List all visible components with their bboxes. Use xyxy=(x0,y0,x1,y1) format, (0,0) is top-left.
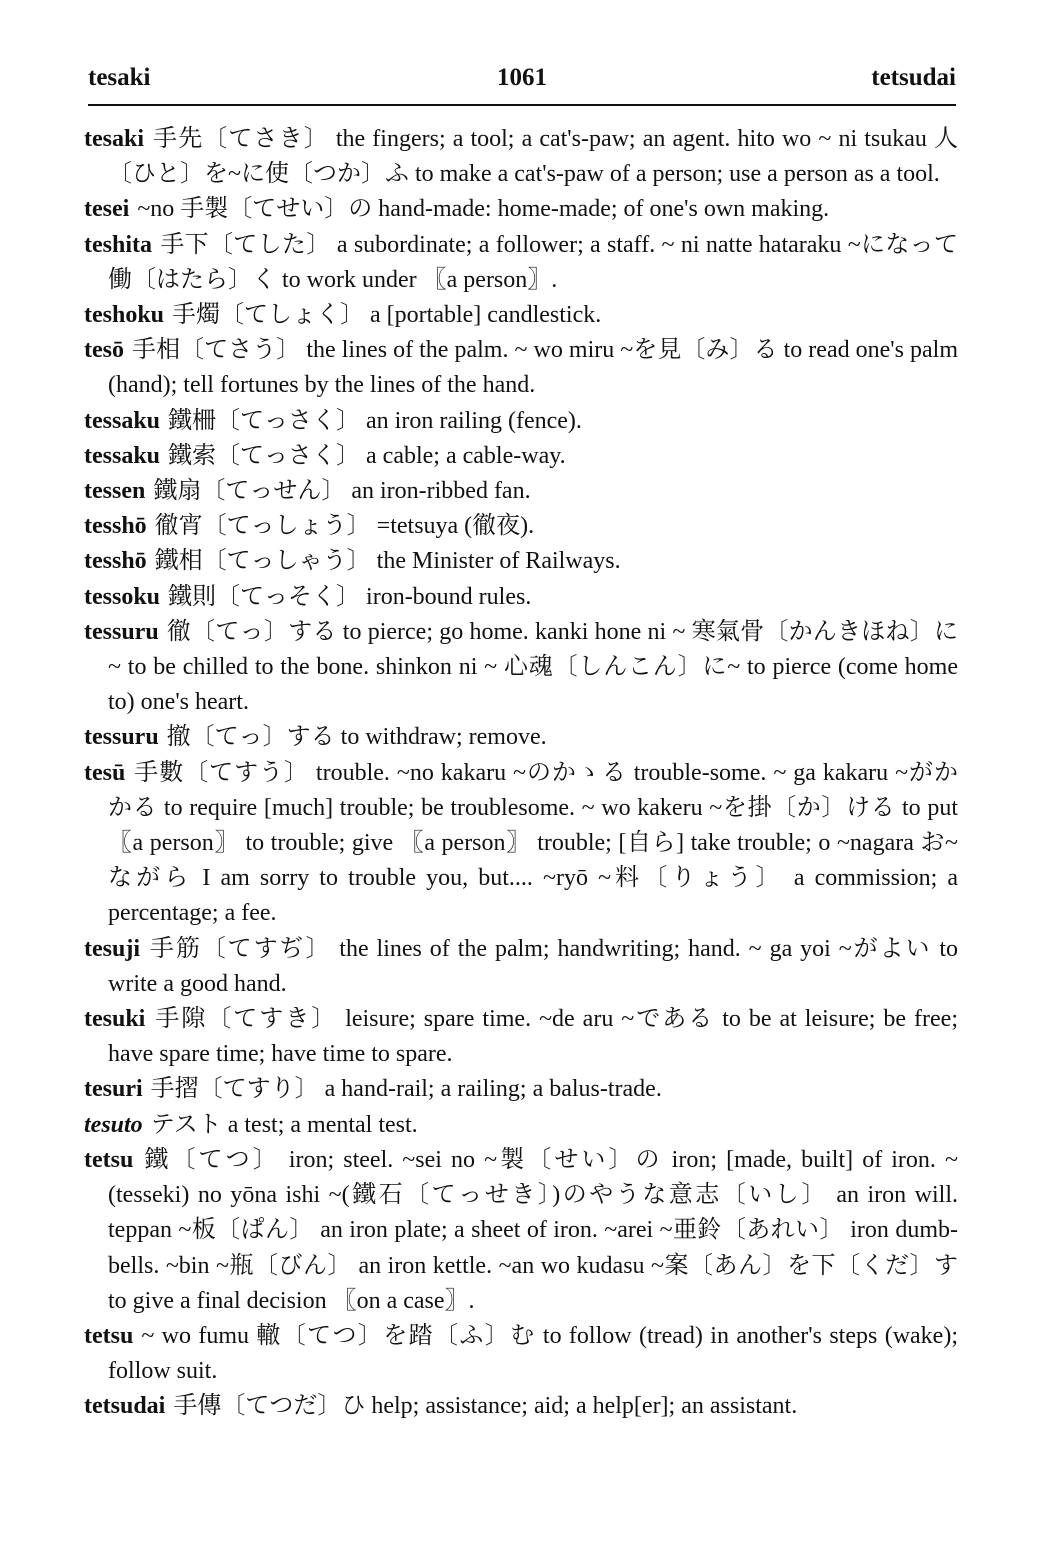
headword: tesuto xyxy=(84,1111,143,1138)
entry-teso xyxy=(84,333,958,403)
definition: 手隙〔てすき〕 leisure; spare time. ~de aru ~である to be at leisure; be free; have spare time; have time to spare. xyxy=(108,1006,958,1068)
entry-teshita xyxy=(84,228,958,298)
headword: tesuji xyxy=(84,935,140,962)
entry-tessuru-withdraw xyxy=(84,720,958,755)
definition: 手下〔てした〕 a subordinate; a follower; a staff. ~ ni natte hataraku ~になって働〔はたら〕く to work under 〖a person〗. xyxy=(108,231,958,293)
definition: 手摺〔てすり〕 a hand-rail; a railing; a balus-trade. xyxy=(150,1076,662,1103)
entry-tesu xyxy=(84,756,958,932)
definition: 鐵柵〔てっさく〕 an iron railing (fence). xyxy=(168,407,582,434)
entry-tetsudai xyxy=(84,1389,958,1424)
definition: 手數〔てすう〕 trouble. ~no kakaru ~のかゝる trouble-some. ~ ga kakaru ~がかかる to require [much] trouble; be troublesome. ~ wo kakeru ~を掛〔か〕ける to put 〖a person〗 to trouble; give 〖a person〗 trouble; [自ら] take trouble; o ~nagara お~ながら I am sorry to trouble you, but.... ~ryō ~料〔りょう〕 a commission; a percentage; a fee. xyxy=(108,759,958,927)
definition: テスト a test; a mental test. xyxy=(150,1111,418,1138)
headword: tessen xyxy=(84,478,146,505)
header-left-word: tesaki xyxy=(88,64,151,91)
entry-tessoku xyxy=(84,580,958,615)
headword: tessuru xyxy=(84,724,159,751)
definition: 鐵則〔てっそく〕 iron-bound rules. xyxy=(168,583,532,610)
page-header xyxy=(88,64,956,100)
headword: tessuru xyxy=(84,618,159,645)
entry-tesuri xyxy=(84,1072,958,1107)
headword: tesuri xyxy=(84,1076,143,1103)
entry-tesaki xyxy=(84,122,958,192)
headword: tesuki xyxy=(84,1006,146,1033)
header-rule xyxy=(88,104,956,106)
definition: ~ wo fumu 轍〔てつ〕を踏〔ふ〕む to follow (tread) in another's steps (wake); follow suit. xyxy=(108,1322,958,1385)
definition: 手筋〔てすぢ〕 the lines of the palm; handwriting; hand. ~ ga yoi ~がよい to write a good hand. xyxy=(108,935,958,997)
entry-tessuru-pierce xyxy=(84,615,958,721)
entry-tesei xyxy=(84,192,958,227)
definition: 撤〔てっ〕する to withdraw; remove. xyxy=(166,724,547,751)
header-right-word: tetsudai xyxy=(871,64,956,91)
page-number: 1061 xyxy=(497,64,547,91)
entry-tessen xyxy=(84,474,958,509)
definition: 手燭〔てしょく〕 a [portable] candlestick. xyxy=(172,302,602,329)
headword: tessoku xyxy=(84,583,161,610)
definition: 手傳〔てつだ〕ひ help; assistance; aid; a help[er]; an assistant. xyxy=(173,1393,798,1420)
headword: teshoku xyxy=(84,302,165,329)
definition: 徹宵〔てっしょう〕 =tetsuya (徹夜). xyxy=(154,513,535,540)
headword: tetsudai xyxy=(84,1393,166,1420)
entry-tesuji xyxy=(84,932,958,1002)
entry-tessaku-railing xyxy=(84,404,958,439)
definition: 鐵相〔てっしゃう〕 the Minister of Railways. xyxy=(154,548,621,575)
headword: tesō xyxy=(84,337,124,364)
headword: tesaki xyxy=(84,126,144,152)
headword: tessaku xyxy=(84,407,161,434)
entry-tetsu-iron xyxy=(84,1143,958,1319)
definition: 鐵〔てつ〕 iron; steel. ~sei no ~製〔せい〕の iron; [made, built] of iron. ~(tesseki) no yōna ishi ~(鐵石〔てっせき〕)のやうな意志〔いし〕 an iron will. teppan ~板〔ぱん〕 an iron plate; a sheet of iron. ~arei ~亜鈴〔あれい〕 iron dumb-bells. ~bin ~瓶〔びん〕 an iron kettle. ~an wo kudasu ~案〔あん〕を下〔くだ〕す to give a final decision 〖on a case〗. xyxy=(108,1146,958,1314)
headword: tetsu xyxy=(84,1146,134,1173)
entry-tessho-minister xyxy=(84,544,958,579)
entry-tessho-night xyxy=(84,509,958,544)
entry-tessaku-cable xyxy=(84,439,958,474)
headword: teshita xyxy=(84,231,152,258)
headword: tetsu xyxy=(84,1322,134,1349)
entry-teshoku xyxy=(84,298,958,333)
headword: tessaku xyxy=(84,442,161,469)
definition: 徹〔てっ〕する to pierce; go home. kanki hone ni ~ 寒氣骨〔かんきほね〕に~ to be chilled to the bone. shinkon ni ~ 心魂〔しんこん〕に~ to pierce (come home to) one's heart. xyxy=(108,618,958,716)
entry-tesuto xyxy=(84,1108,958,1143)
headword: tesū xyxy=(84,759,126,786)
definition: 鐵扇〔てっせん〕 an iron-ribbed fan. xyxy=(153,478,531,505)
headword: tesei xyxy=(84,196,130,223)
dictionary-entries xyxy=(84,122,958,1425)
entry-tetsu-rut xyxy=(84,1319,958,1389)
headword: tesshō xyxy=(84,548,147,575)
definition: 鐵索〔てっさく〕 a cable; a cable-way. xyxy=(168,442,566,469)
definition: ~no 手製〔てせい〕の hand-made: home-made; of one's own making. xyxy=(137,196,830,223)
headword: tesshō xyxy=(84,513,147,540)
definition: 手相〔てさう〕 the lines of the palm. ~ wo miru ~を見〔み〕る to read one's palm (hand); tell fortunes by the lines of the hand. xyxy=(108,337,958,399)
definition: 手先〔てさき〕 the fingers; a tool; a cat's-paw; an agent. hito wo ~ ni tsukau 人〔ひと〕を~に使〔つか〕ふ to make a cat's-paw of a person; use a person as a tool. xyxy=(108,126,958,188)
entry-tesuki xyxy=(84,1002,958,1072)
